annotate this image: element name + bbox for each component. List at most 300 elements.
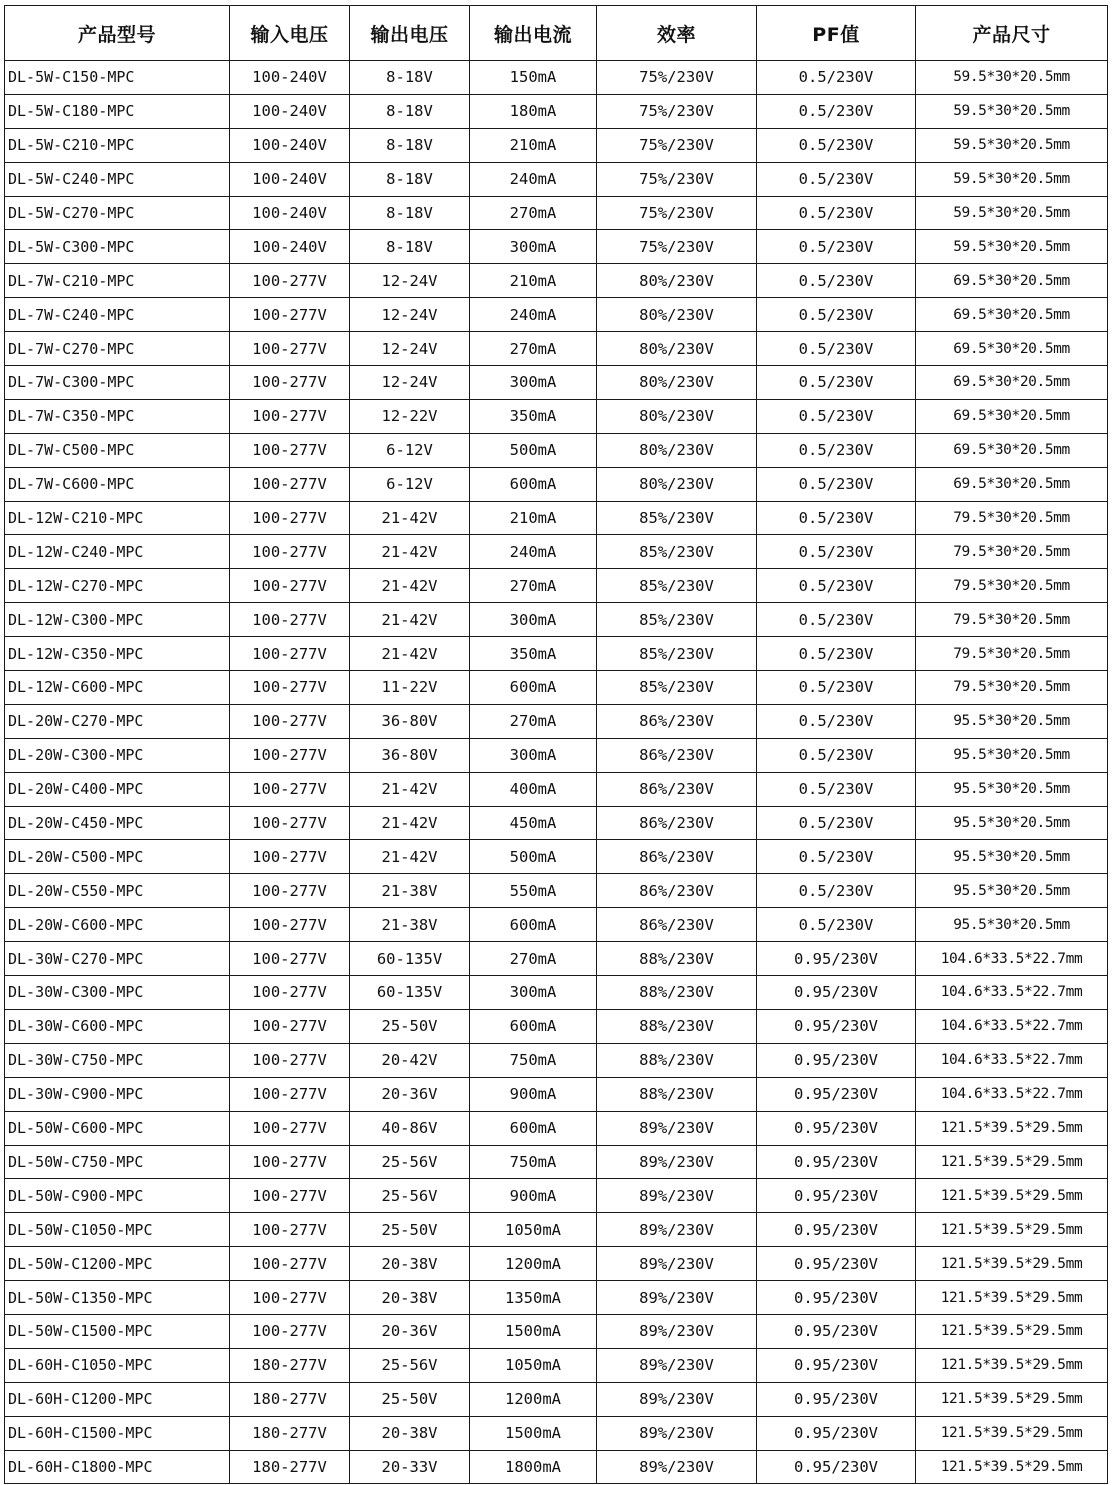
cell-output-current: 350mA (470, 637, 597, 671)
cell-output-voltage: 21-42V (350, 535, 470, 569)
cell-pf: 0.5/230V (757, 467, 916, 501)
cell-output-current: 210mA (470, 128, 597, 162)
cell-input-voltage: 100-240V (230, 162, 350, 196)
cell-input-voltage: 100-277V (230, 264, 350, 298)
cell-model: DL-12W-C270-MPC (5, 569, 230, 603)
cell-output-voltage: 8-18V (350, 128, 470, 162)
cell-pf: 0.5/230V (757, 61, 916, 95)
cell-pf: 0.5/230V (757, 196, 916, 230)
cell-model: DL-50W-C1350-MPC (5, 1281, 230, 1315)
cell-input-voltage: 100-277V (230, 399, 350, 433)
cell-model: DL-50W-C750-MPC (5, 1145, 230, 1179)
cell-output-voltage: 36-80V (350, 738, 470, 772)
cell-output-voltage: 25-56V (350, 1179, 470, 1213)
cell-model: DL-50W-C1200-MPC (5, 1247, 230, 1281)
cell-output-current: 210mA (470, 501, 597, 535)
table-row (5, 467, 1108, 501)
cell-size: 121.5*39.5*29.5mm (916, 1382, 1108, 1416)
table-row (5, 1009, 1108, 1043)
table-row (5, 433, 1108, 467)
cell-pf: 0.5/230V (757, 230, 916, 264)
cell-output-current: 1200mA (470, 1382, 597, 1416)
cell-model: DL-5W-C300-MPC (5, 230, 230, 264)
cell-efficiency: 85%/230V (597, 637, 757, 671)
cell-size: 104.6*33.5*22.7mm (916, 942, 1108, 976)
cell-input-voltage: 100-277V (230, 1077, 350, 1111)
cell-efficiency: 80%/230V (597, 399, 757, 433)
header-output-current: 输出电流 (470, 6, 597, 61)
cell-input-voltage: 100-277V (230, 1145, 350, 1179)
cell-output-voltage: 12-24V (350, 366, 470, 400)
cell-output-voltage: 25-50V (350, 1009, 470, 1043)
cell-pf: 0.95/230V (757, 1179, 916, 1213)
cell-size: 121.5*39.5*29.5mm (916, 1111, 1108, 1145)
table-row (5, 94, 1108, 128)
cell-output-current: 150mA (470, 61, 597, 95)
cell-output-voltage: 40-86V (350, 1111, 470, 1145)
cell-pf: 0.5/230V (757, 264, 916, 298)
cell-model: DL-50W-C1050-MPC (5, 1213, 230, 1247)
table-row (5, 230, 1108, 264)
table-row (5, 738, 1108, 772)
cell-input-voltage: 100-277V (230, 1009, 350, 1043)
cell-size: 59.5*30*20.5mm (916, 94, 1108, 128)
cell-output-current: 600mA (470, 1111, 597, 1145)
cell-output-current: 750mA (470, 1145, 597, 1179)
table-row (5, 162, 1108, 196)
cell-model: DL-30W-C750-MPC (5, 1043, 230, 1077)
cell-efficiency: 89%/230V (597, 1247, 757, 1281)
cell-output-current: 270mA (470, 942, 597, 976)
cell-output-current: 600mA (470, 671, 597, 705)
cell-input-voltage: 100-277V (230, 738, 350, 772)
cell-model: DL-20W-C270-MPC (5, 704, 230, 738)
cell-efficiency: 75%/230V (597, 196, 757, 230)
cell-output-voltage: 20-36V (350, 1077, 470, 1111)
table-row (5, 569, 1108, 603)
cell-input-voltage: 100-277V (230, 772, 350, 806)
cell-efficiency: 86%/230V (597, 874, 757, 908)
table-row (5, 128, 1108, 162)
table-row (5, 1450, 1108, 1484)
cell-model: DL-50W-C900-MPC (5, 1179, 230, 1213)
cell-input-voltage: 180-277V (230, 1416, 350, 1450)
cell-pf: 0.95/230V (757, 1450, 916, 1484)
cell-efficiency: 80%/230V (597, 433, 757, 467)
cell-size: 59.5*30*20.5mm (916, 61, 1108, 95)
cell-output-voltage: 6-12V (350, 433, 470, 467)
cell-size: 69.5*30*20.5mm (916, 433, 1108, 467)
cell-input-voltage: 100-240V (230, 230, 350, 264)
table-row (5, 1314, 1108, 1348)
table-row (5, 264, 1108, 298)
cell-output-voltage: 20-38V (350, 1281, 470, 1315)
table-row (5, 1247, 1108, 1281)
cell-model: DL-50W-C1500-MPC (5, 1314, 230, 1348)
cell-size: 104.6*33.5*22.7mm (916, 1043, 1108, 1077)
cell-size: 121.5*39.5*29.5mm (916, 1145, 1108, 1179)
cell-output-voltage: 25-56V (350, 1145, 470, 1179)
cell-size: 69.5*30*20.5mm (916, 366, 1108, 400)
table-row (5, 908, 1108, 942)
cell-input-voltage: 100-240V (230, 196, 350, 230)
cell-model: DL-7W-C600-MPC (5, 467, 230, 501)
cell-input-voltage: 100-277V (230, 298, 350, 332)
table-row (5, 1213, 1108, 1247)
cell-output-voltage: 8-18V (350, 196, 470, 230)
cell-output-current: 270mA (470, 196, 597, 230)
cell-pf: 0.5/230V (757, 874, 916, 908)
cell-input-voltage: 100-277V (230, 637, 350, 671)
cell-model: DL-5W-C210-MPC (5, 128, 230, 162)
cell-output-current: 270mA (470, 569, 597, 603)
cell-model: DL-12W-C600-MPC (5, 671, 230, 705)
cell-output-voltage: 21-42V (350, 772, 470, 806)
cell-efficiency: 75%/230V (597, 94, 757, 128)
cell-output-current: 900mA (470, 1179, 597, 1213)
cell-pf: 0.95/230V (757, 1145, 916, 1179)
header-pf-value: PF值 (757, 6, 916, 61)
cell-size: 59.5*30*20.5mm (916, 128, 1108, 162)
cell-model: DL-7W-C300-MPC (5, 366, 230, 400)
table-row (5, 1111, 1108, 1145)
cell-output-current: 600mA (470, 467, 597, 501)
table-row (5, 196, 1108, 230)
cell-output-voltage: 60-135V (350, 942, 470, 976)
cell-output-current: 240mA (470, 162, 597, 196)
cell-input-voltage: 100-277V (230, 1179, 350, 1213)
cell-efficiency: 86%/230V (597, 704, 757, 738)
table-row (5, 61, 1108, 95)
cell-size: 79.5*30*20.5mm (916, 535, 1108, 569)
cell-output-current: 300mA (470, 366, 597, 400)
cell-output-voltage: 21-42V (350, 569, 470, 603)
cell-model: DL-7W-C500-MPC (5, 433, 230, 467)
cell-model: DL-5W-C270-MPC (5, 196, 230, 230)
cell-pf: 0.95/230V (757, 1213, 916, 1247)
cell-output-current: 270mA (470, 704, 597, 738)
cell-output-current: 1500mA (470, 1314, 597, 1348)
cell-pf: 0.95/230V (757, 1281, 916, 1315)
cell-size: 59.5*30*20.5mm (916, 230, 1108, 264)
cell-input-voltage: 180-277V (230, 1450, 350, 1484)
cell-model: DL-12W-C210-MPC (5, 501, 230, 535)
cell-efficiency: 75%/230V (597, 162, 757, 196)
cell-pf: 0.95/230V (757, 1247, 916, 1281)
cell-efficiency: 80%/230V (597, 298, 757, 332)
cell-model: DL-20W-C500-MPC (5, 840, 230, 874)
cell-output-current: 240mA (470, 535, 597, 569)
cell-input-voltage: 100-277V (230, 433, 350, 467)
cell-efficiency: 86%/230V (597, 908, 757, 942)
cell-model: DL-7W-C270-MPC (5, 332, 230, 366)
cell-input-voltage: 180-277V (230, 1382, 350, 1416)
cell-pf: 0.95/230V (757, 1416, 916, 1450)
cell-pf: 0.5/230V (757, 128, 916, 162)
cell-pf: 0.5/230V (757, 94, 916, 128)
cell-pf: 0.5/230V (757, 298, 916, 332)
cell-pf: 0.5/230V (757, 840, 916, 874)
cell-model: DL-7W-C350-MPC (5, 399, 230, 433)
cell-pf: 0.5/230V (757, 399, 916, 433)
cell-input-voltage: 100-277V (230, 840, 350, 874)
cell-input-voltage: 100-277V (230, 535, 350, 569)
cell-input-voltage: 100-277V (230, 671, 350, 705)
cell-output-voltage: 21-42V (350, 603, 470, 637)
table-row (5, 942, 1108, 976)
cell-output-voltage: 6-12V (350, 467, 470, 501)
table-row (5, 671, 1108, 705)
header-product-model: 产品型号 (5, 6, 230, 61)
cell-size: 121.5*39.5*29.5mm (916, 1213, 1108, 1247)
cell-output-voltage: 12-24V (350, 332, 470, 366)
cell-model: DL-5W-C240-MPC (5, 162, 230, 196)
cell-output-current: 300mA (470, 230, 597, 264)
cell-input-voltage: 100-240V (230, 94, 350, 128)
cell-input-voltage: 100-277V (230, 467, 350, 501)
cell-size: 59.5*30*20.5mm (916, 162, 1108, 196)
table-row (5, 1281, 1108, 1315)
cell-output-current: 1500mA (470, 1416, 597, 1450)
cell-efficiency: 80%/230V (597, 467, 757, 501)
cell-efficiency: 85%/230V (597, 501, 757, 535)
cell-model: DL-7W-C210-MPC (5, 264, 230, 298)
cell-input-voltage: 100-277V (230, 603, 350, 637)
cell-pf: 0.95/230V (757, 1382, 916, 1416)
cell-input-voltage: 100-277V (230, 976, 350, 1010)
cell-output-voltage: 25-56V (350, 1348, 470, 1382)
cell-input-voltage: 100-277V (230, 874, 350, 908)
cell-model: DL-60H-C1500-MPC (5, 1416, 230, 1450)
cell-input-voltage: 100-277V (230, 1213, 350, 1247)
cell-size: 79.5*30*20.5mm (916, 637, 1108, 671)
cell-output-voltage: 25-50V (350, 1382, 470, 1416)
cell-output-current: 300mA (470, 603, 597, 637)
table-row (5, 1179, 1108, 1213)
cell-input-voltage: 100-277V (230, 806, 350, 840)
cell-size: 95.5*30*20.5mm (916, 806, 1108, 840)
cell-model: DL-30W-C600-MPC (5, 1009, 230, 1043)
cell-size: 95.5*30*20.5mm (916, 738, 1108, 772)
cell-size: 121.5*39.5*29.5mm (916, 1247, 1108, 1281)
cell-model: DL-20W-C400-MPC (5, 772, 230, 806)
cell-output-current: 1800mA (470, 1450, 597, 1484)
cell-size: 95.5*30*20.5mm (916, 874, 1108, 908)
cell-size: 104.6*33.5*22.7mm (916, 1009, 1108, 1043)
cell-pf: 0.5/230V (757, 637, 916, 671)
cell-output-current: 600mA (470, 1009, 597, 1043)
cell-output-voltage: 21-42V (350, 840, 470, 874)
cell-output-voltage: 21-38V (350, 908, 470, 942)
cell-output-voltage: 36-80V (350, 704, 470, 738)
table-row (5, 874, 1108, 908)
cell-output-voltage: 60-135V (350, 976, 470, 1010)
cell-efficiency: 89%/230V (597, 1281, 757, 1315)
cell-input-voltage: 100-277V (230, 332, 350, 366)
cell-model: DL-30W-C270-MPC (5, 942, 230, 976)
table-row (5, 1043, 1108, 1077)
cell-efficiency: 88%/230V (597, 976, 757, 1010)
cell-input-voltage: 100-277V (230, 1111, 350, 1145)
cell-output-current: 750mA (470, 1043, 597, 1077)
table-row (5, 976, 1108, 1010)
cell-output-voltage: 8-18V (350, 230, 470, 264)
cell-pf: 0.5/230V (757, 332, 916, 366)
cell-output-current: 350mA (470, 399, 597, 433)
cell-output-current: 1050mA (470, 1213, 597, 1247)
cell-pf: 0.95/230V (757, 976, 916, 1010)
header-input-voltage: 输入电压 (230, 6, 350, 61)
cell-output-voltage: 12-24V (350, 264, 470, 298)
cell-output-current: 1050mA (470, 1348, 597, 1382)
cell-output-current: 240mA (470, 298, 597, 332)
cell-efficiency: 89%/230V (597, 1145, 757, 1179)
cell-efficiency: 88%/230V (597, 1077, 757, 1111)
cell-input-voltage: 100-277V (230, 1247, 350, 1281)
cell-model: DL-12W-C300-MPC (5, 603, 230, 637)
cell-efficiency: 89%/230V (597, 1314, 757, 1348)
cell-pf: 0.5/230V (757, 603, 916, 637)
table-row (5, 332, 1108, 366)
cell-pf: 0.5/230V (757, 569, 916, 603)
cell-pf: 0.5/230V (757, 738, 916, 772)
cell-size: 104.6*33.5*22.7mm (916, 1077, 1108, 1111)
cell-pf: 0.5/230V (757, 162, 916, 196)
cell-input-voltage: 100-240V (230, 128, 350, 162)
cell-size: 121.5*39.5*29.5mm (916, 1179, 1108, 1213)
table-row (5, 1416, 1108, 1450)
cell-output-current: 900mA (470, 1077, 597, 1111)
cell-input-voltage: 100-277V (230, 942, 350, 976)
cell-size: 121.5*39.5*29.5mm (916, 1416, 1108, 1450)
cell-pf: 0.5/230V (757, 772, 916, 806)
cell-output-voltage: 21-42V (350, 637, 470, 671)
cell-pf: 0.95/230V (757, 1111, 916, 1145)
cell-model: DL-30W-C300-MPC (5, 976, 230, 1010)
cell-pf: 0.5/230V (757, 501, 916, 535)
cell-pf: 0.5/230V (757, 535, 916, 569)
cell-input-voltage: 100-277V (230, 366, 350, 400)
cell-output-voltage: 11-22V (350, 671, 470, 705)
cell-output-voltage: 20-33V (350, 1450, 470, 1484)
cell-output-current: 600mA (470, 908, 597, 942)
table-row (5, 603, 1108, 637)
cell-efficiency: 80%/230V (597, 366, 757, 400)
table-row (5, 1348, 1108, 1382)
cell-input-voltage: 100-277V (230, 501, 350, 535)
cell-efficiency: 85%/230V (597, 535, 757, 569)
cell-size: 79.5*30*20.5mm (916, 501, 1108, 535)
cell-output-current: 500mA (470, 433, 597, 467)
cell-output-current: 210mA (470, 264, 597, 298)
cell-input-voltage: 100-277V (230, 704, 350, 738)
cell-pf: 0.95/230V (757, 1077, 916, 1111)
cell-size: 69.5*30*20.5mm (916, 332, 1108, 366)
cell-input-voltage: 100-277V (230, 1043, 350, 1077)
cell-size: 121.5*39.5*29.5mm (916, 1314, 1108, 1348)
cell-efficiency: 89%/230V (597, 1111, 757, 1145)
cell-pf: 0.5/230V (757, 704, 916, 738)
cell-size: 69.5*30*20.5mm (916, 264, 1108, 298)
cell-efficiency: 86%/230V (597, 738, 757, 772)
cell-output-voltage: 20-38V (350, 1416, 470, 1450)
cell-output-current: 450mA (470, 806, 597, 840)
cell-model: DL-12W-C240-MPC (5, 535, 230, 569)
cell-efficiency: 89%/230V (597, 1213, 757, 1247)
cell-model: DL-20W-C600-MPC (5, 908, 230, 942)
cell-model: DL-30W-C900-MPC (5, 1077, 230, 1111)
cell-pf: 0.5/230V (757, 806, 916, 840)
header-row (5, 6, 1108, 61)
cell-output-voltage: 8-18V (350, 94, 470, 128)
cell-size: 104.6*33.5*22.7mm (916, 976, 1108, 1010)
cell-size: 79.5*30*20.5mm (916, 569, 1108, 603)
cell-output-voltage: 8-18V (350, 162, 470, 196)
cell-model: DL-5W-C180-MPC (5, 94, 230, 128)
cell-pf: 0.5/230V (757, 908, 916, 942)
cell-size: 69.5*30*20.5mm (916, 467, 1108, 501)
cell-model: DL-50W-C600-MPC (5, 1111, 230, 1145)
cell-efficiency: 75%/230V (597, 128, 757, 162)
cell-efficiency: 80%/230V (597, 264, 757, 298)
cell-output-current: 1350mA (470, 1281, 597, 1315)
cell-efficiency: 89%/230V (597, 1416, 757, 1450)
cell-efficiency: 85%/230V (597, 603, 757, 637)
cell-output-voltage: 20-38V (350, 1247, 470, 1281)
cell-size: 121.5*39.5*29.5mm (916, 1450, 1108, 1484)
header-output-voltage: 输出电压 (350, 6, 470, 61)
cell-output-voltage: 21-42V (350, 806, 470, 840)
cell-size: 69.5*30*20.5mm (916, 399, 1108, 433)
cell-model: DL-12W-C350-MPC (5, 637, 230, 671)
table-row (5, 399, 1108, 433)
cell-size: 121.5*39.5*29.5mm (916, 1281, 1108, 1315)
cell-output-voltage: 21-38V (350, 874, 470, 908)
cell-output-current: 1200mA (470, 1247, 597, 1281)
table-row (5, 1077, 1108, 1111)
product-spec-table (4, 5, 1108, 1484)
cell-efficiency: 88%/230V (597, 942, 757, 976)
cell-output-voltage: 20-36V (350, 1314, 470, 1348)
cell-size: 79.5*30*20.5mm (916, 603, 1108, 637)
header-product-size: 产品尺寸 (916, 6, 1108, 61)
cell-input-voltage: 180-277V (230, 1348, 350, 1382)
cell-model: DL-60H-C1800-MPC (5, 1450, 230, 1484)
cell-output-current: 300mA (470, 738, 597, 772)
cell-output-current: 270mA (470, 332, 597, 366)
cell-efficiency: 80%/230V (597, 332, 757, 366)
cell-size: 121.5*39.5*29.5mm (916, 1348, 1108, 1382)
cell-output-voltage: 12-24V (350, 298, 470, 332)
cell-size: 59.5*30*20.5mm (916, 196, 1108, 230)
cell-pf: 0.95/230V (757, 1009, 916, 1043)
cell-pf: 0.95/230V (757, 1043, 916, 1077)
cell-model: DL-20W-C300-MPC (5, 738, 230, 772)
cell-efficiency: 89%/230V (597, 1382, 757, 1416)
table-row (5, 1382, 1108, 1416)
cell-output-voltage: 20-42V (350, 1043, 470, 1077)
cell-pf: 0.5/230V (757, 366, 916, 400)
cell-input-voltage: 100-277V (230, 1281, 350, 1315)
cell-output-voltage: 25-50V (350, 1213, 470, 1247)
cell-output-voltage: 21-42V (350, 501, 470, 535)
cell-pf: 0.95/230V (757, 1314, 916, 1348)
cell-output-current: 180mA (470, 94, 597, 128)
cell-output-current: 500mA (470, 840, 597, 874)
cell-model: DL-20W-C550-MPC (5, 874, 230, 908)
table-row (5, 535, 1108, 569)
cell-efficiency: 89%/230V (597, 1450, 757, 1484)
